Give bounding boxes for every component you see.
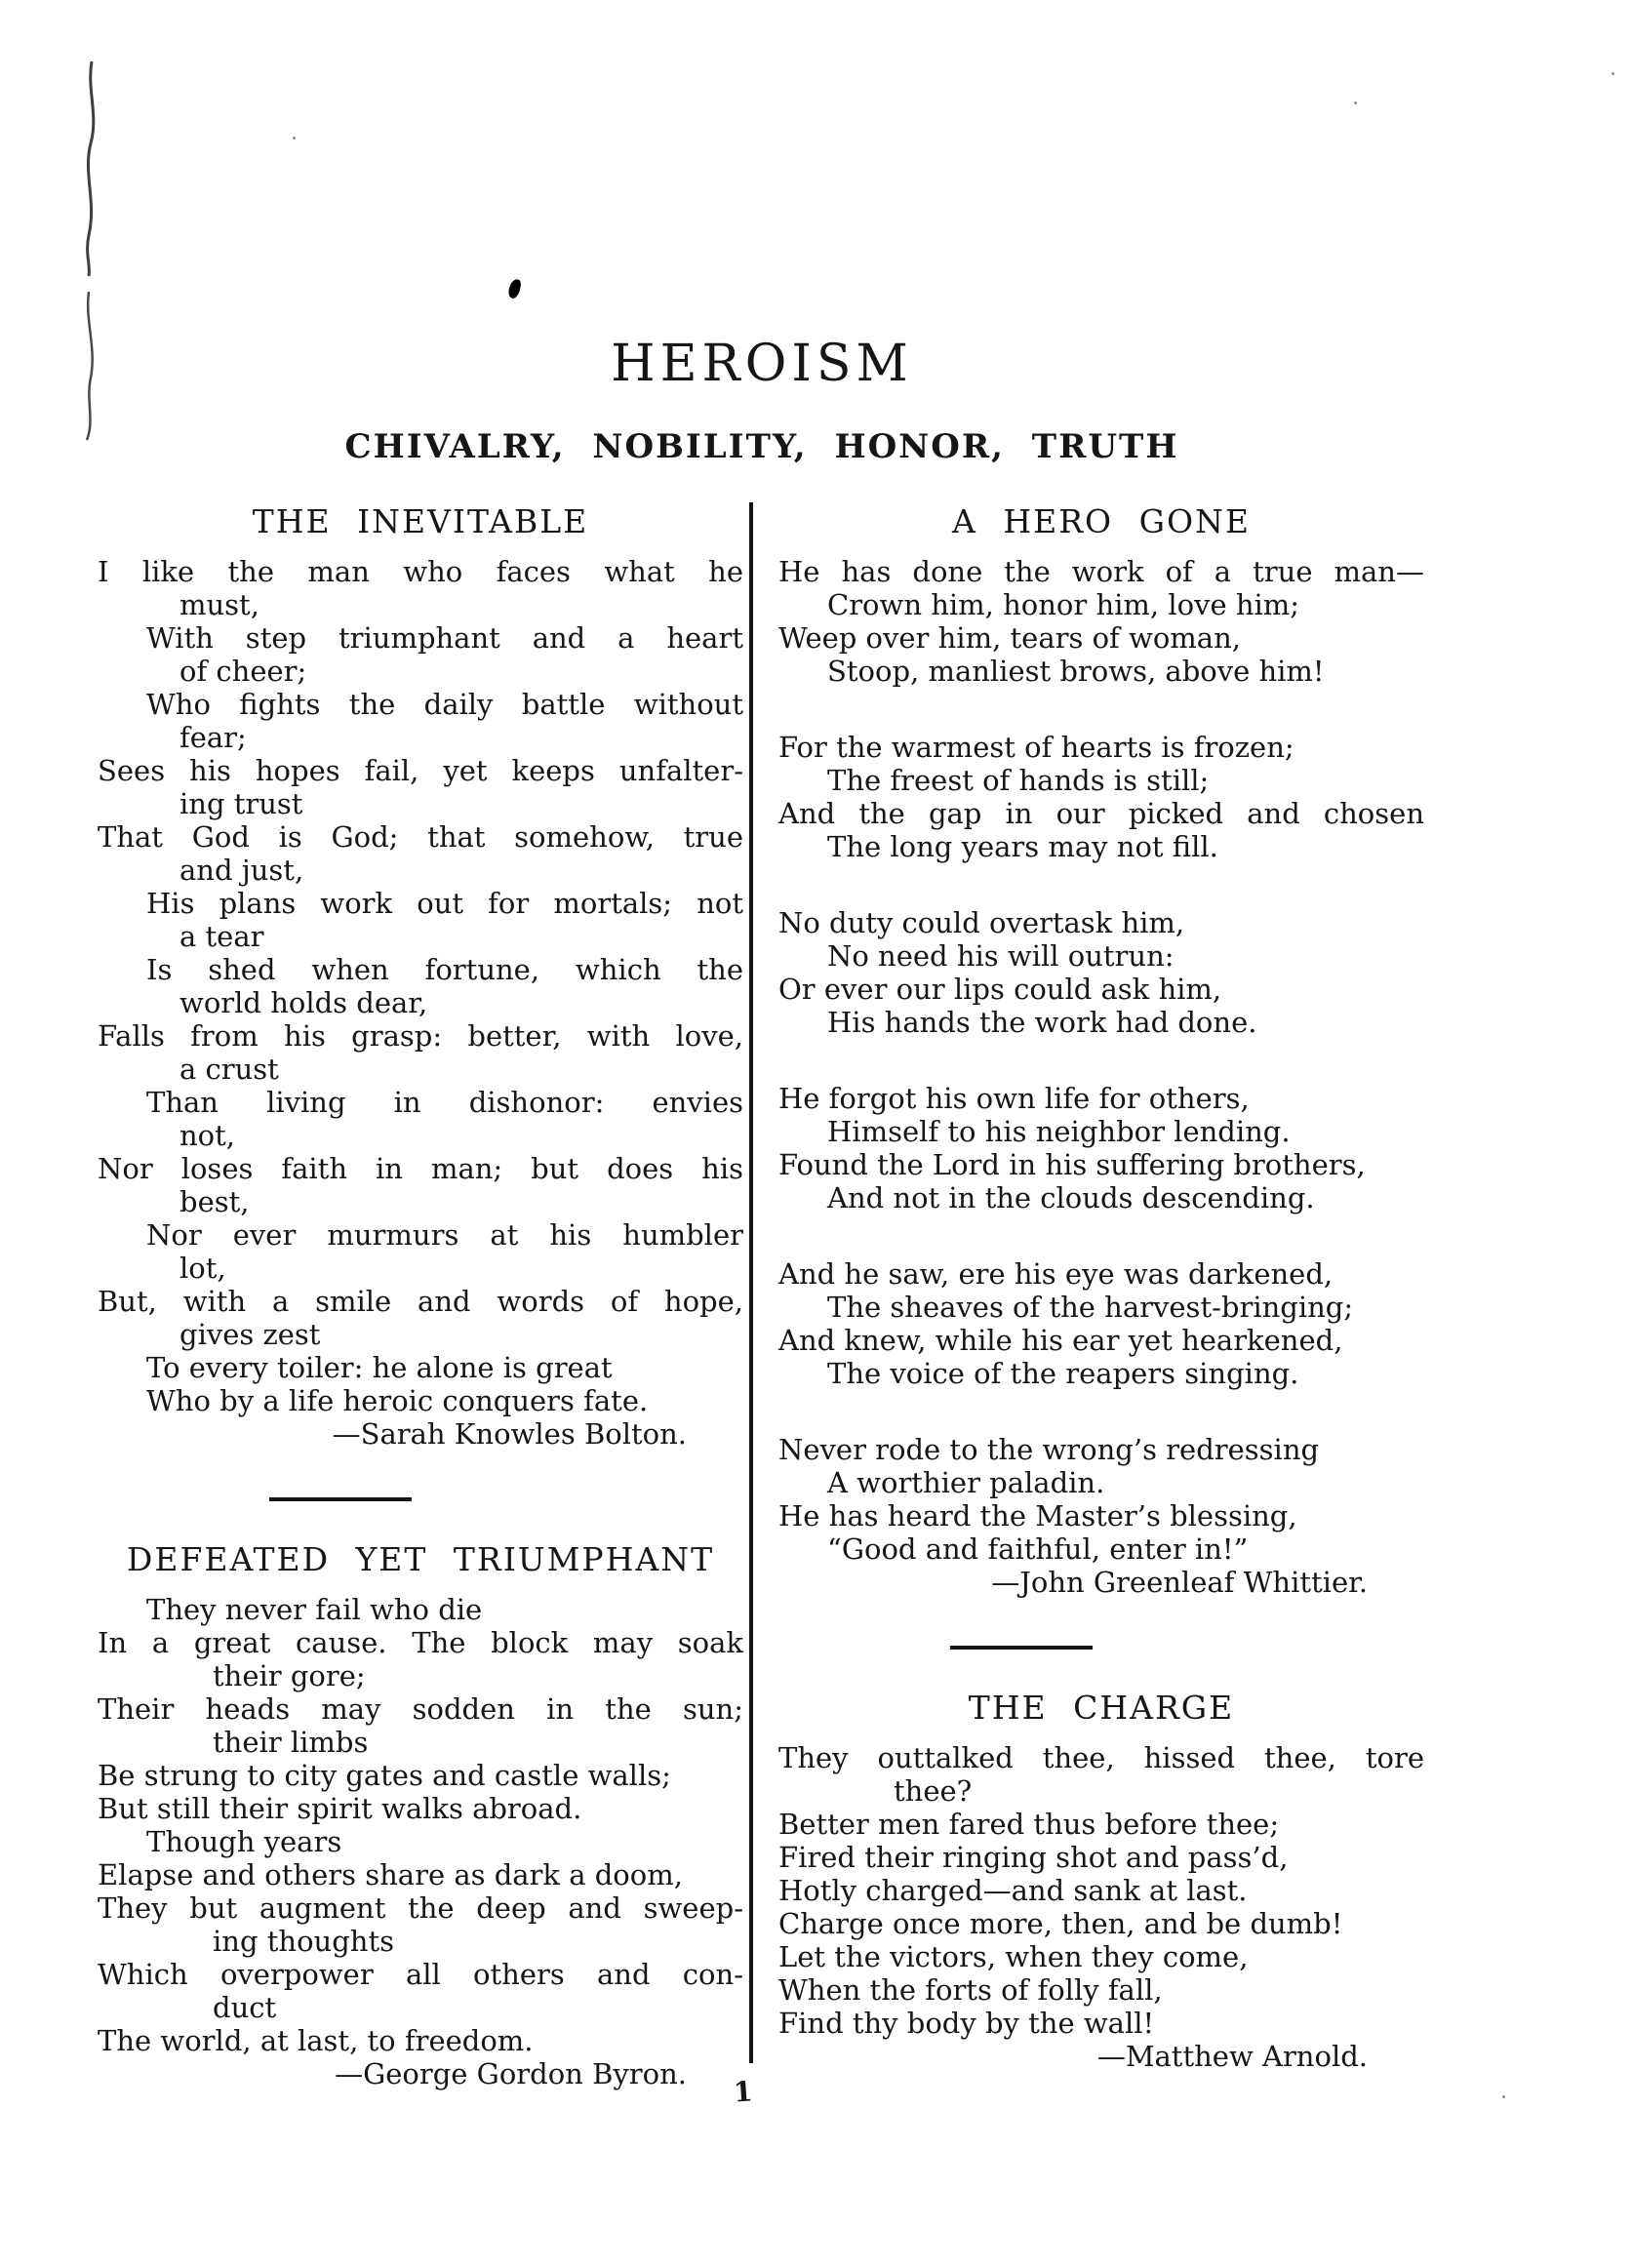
- poem-line: Let the victors, when they come,: [778, 1940, 1249, 1973]
- poem-line: But, with a smile and words of hope,: [98, 1285, 743, 1318]
- page-subtitle: CHIVALRY, NOBILITY, HONOR, TRUTH: [344, 427, 1179, 466]
- poem-line: The world, at last, to freedom.: [98, 2024, 534, 2057]
- poem-line: duct: [213, 1991, 277, 2024]
- poem-title: THE INEVITABLE: [252, 502, 589, 540]
- poem-line: The voice of the reapers singing.: [827, 1357, 1299, 1390]
- poem-line: and just,: [179, 854, 304, 887]
- poem-attribution: —Sarah Knowles Bolton.: [332, 1417, 687, 1451]
- poem-line: They outtalked thee, hissed thee, tore: [778, 1741, 1424, 1774]
- poem-line: He has heard the Master’s blessing,: [778, 1499, 1297, 1532]
- column-right: [778, 502, 1424, 2073]
- poem-attribution: —John Greenleaf Whittier.: [991, 1566, 1368, 1599]
- poem-line: Charge once more, then, and be dumb!: [778, 1907, 1343, 1940]
- column-left: [98, 502, 743, 2090]
- poem-line: Weep over him, tears of woman,: [778, 621, 1241, 655]
- poem-line: “Good and faithful, enter in!”: [827, 1532, 1249, 1566]
- poem-line: a tear: [179, 920, 264, 953]
- poem-title: THE CHARGE: [968, 1689, 1235, 1727]
- poem-line: For the warmest of hearts is frozen;: [778, 731, 1294, 764]
- poem-title: DEFEATED YET TRIUMPHANT: [126, 1540, 715, 1578]
- poem-line: world holds dear,: [179, 986, 428, 1019]
- poem-line: A worthier paladin.: [827, 1466, 1105, 1499]
- scan-speck-artifact: [1354, 101, 1357, 104]
- poem-line: And not in the clouds descending.: [827, 1181, 1315, 1214]
- poem-line: And the gap in our picked and chosen: [778, 797, 1424, 830]
- poem-line: Fired their ringing shot and pass’d,: [778, 1841, 1289, 1874]
- poem-line: Who fights the daily battle without: [146, 688, 743, 721]
- poem-line: lot,: [179, 1252, 226, 1285]
- scan-speck-artifact: [1612, 72, 1614, 75]
- poem-line: a crust: [179, 1053, 279, 1086]
- poem: [98, 502, 743, 1451]
- scan-speck-artifact: [1502, 2095, 1505, 2098]
- page-number: 1: [732, 2075, 754, 2109]
- poem-line: Hotly charged—and sank at last.: [778, 1874, 1248, 1907]
- ink-blot-artifact: [507, 278, 523, 299]
- poem-line: The sheaves of the harvest-bringing;: [827, 1291, 1354, 1324]
- poem-line: Which overpower all others and con-: [98, 1958, 743, 1991]
- scan-speck-artifact: [293, 137, 296, 139]
- poem-line: He has done the work of a true man—: [778, 555, 1424, 588]
- stanza: [778, 1433, 1424, 1566]
- poem-line: fear;: [179, 721, 247, 754]
- poem-line: Falls from his grasp: better, with love,: [98, 1019, 743, 1053]
- page-title: HEROISM: [611, 335, 913, 393]
- poem-line: Better men fared thus before thee;: [778, 1808, 1280, 1841]
- poem-line: Though years: [146, 1825, 342, 1858]
- column-divider: [749, 502, 753, 2063]
- poem-line: Than living in dishonor: envies: [146, 1086, 743, 1119]
- poem-line: their gore;: [213, 1659, 366, 1692]
- poem-line: must,: [179, 588, 259, 621]
- poem-line: gives zest: [179, 1318, 321, 1351]
- poem-line: No duty could overtask him,: [778, 906, 1185, 939]
- poem-line: Elapse and others share as dark a doom,: [98, 1858, 683, 1891]
- stanza: [778, 1257, 1424, 1390]
- poem-line: They never fail who die: [146, 1593, 483, 1626]
- poem-line: Nor loses faith in man; but does his: [98, 1152, 743, 1185]
- poem-line: Stoop, manliest brows, above him!: [827, 655, 1325, 688]
- poem-line: Crown him, honor him, love him;: [827, 588, 1300, 621]
- poem-line: of cheer;: [179, 655, 307, 688]
- poem-line: Find thy body by the wall!: [778, 2007, 1155, 2040]
- poem-attribution: —Matthew Arnold.: [1096, 2040, 1368, 2073]
- stanza: [98, 555, 743, 1417]
- poem-line: In a great cause. The block may soak: [98, 1626, 743, 1659]
- poem-line: ing thoughts: [213, 1925, 394, 1958]
- section-divider: [950, 1646, 1093, 1650]
- poem-line: Himself to his neighbor lending.: [827, 1115, 1291, 1148]
- poem-line: No need his will outrun:: [827, 939, 1175, 973]
- poem-line: Who by a life heroic conquers fate.: [146, 1384, 649, 1417]
- poem-line: not,: [179, 1119, 236, 1152]
- poem-line: And knew, while his ear yet hearkened,: [778, 1324, 1343, 1357]
- poem-line: He forgot his own life for others,: [778, 1082, 1250, 1115]
- poem-line: With step triumphant and a heart: [146, 621, 743, 655]
- stanza: [778, 555, 1424, 688]
- poem-line: His plans work out for mortals; not: [146, 887, 743, 920]
- stanza: [778, 1741, 1424, 2040]
- stanza: [98, 1593, 743, 2057]
- poem: [778, 1689, 1424, 2073]
- poem-line: To every toiler: he alone is great: [146, 1351, 613, 1384]
- poem-line: When the forts of folly fall,: [778, 1973, 1163, 2007]
- poem-line: But still their spirit walks abroad.: [98, 1792, 582, 1825]
- poem-line: Found the Lord in his suffering brothers,: [778, 1148, 1366, 1181]
- poem-line: best,: [179, 1185, 250, 1218]
- poem-line: The freest of hands is still;: [827, 764, 1210, 797]
- poem-line: their limbs: [213, 1726, 369, 1759]
- stanza: [778, 1082, 1424, 1214]
- poem-line: His hands the work had done.: [827, 1006, 1257, 1039]
- poem-line: That God is God; that somehow, true: [98, 820, 743, 854]
- poem-title: A HERO GONE: [952, 502, 1251, 540]
- poem-line: Never rode to the wrong’s redressing: [778, 1433, 1320, 1466]
- poem-line: Or ever our lips could ask him,: [778, 973, 1222, 1006]
- poem-line: The long years may not fill.: [827, 830, 1218, 863]
- poem: [98, 1540, 743, 2090]
- poem-line: Be strung to city gates and castle walls;: [98, 1759, 671, 1792]
- columns: [98, 502, 1426, 2090]
- poem-line: And he saw, ere his eye was darkened,: [778, 1257, 1334, 1291]
- section-divider: [269, 1497, 412, 1501]
- poem-line: I like the man who faces what he: [98, 555, 743, 588]
- poem: [778, 502, 1424, 1599]
- stanza: [778, 731, 1424, 863]
- poem-line: They but augment the deep and sweep-: [98, 1891, 743, 1925]
- poem-line: Sees his hopes fail, yet keeps unfalter-: [98, 754, 743, 787]
- poem-attribution: —George Gordon Byron.: [335, 2057, 687, 2090]
- stanza: [778, 906, 1424, 1039]
- poem-line: Nor ever murmurs at his humbler: [146, 1218, 743, 1252]
- poem-line: ing trust: [179, 787, 303, 820]
- poem-line: thee?: [894, 1774, 973, 1808]
- poem-line: Is shed when fortune, which the: [146, 953, 743, 986]
- poem-line: Their heads may sodden in the sun;: [98, 1692, 743, 1726]
